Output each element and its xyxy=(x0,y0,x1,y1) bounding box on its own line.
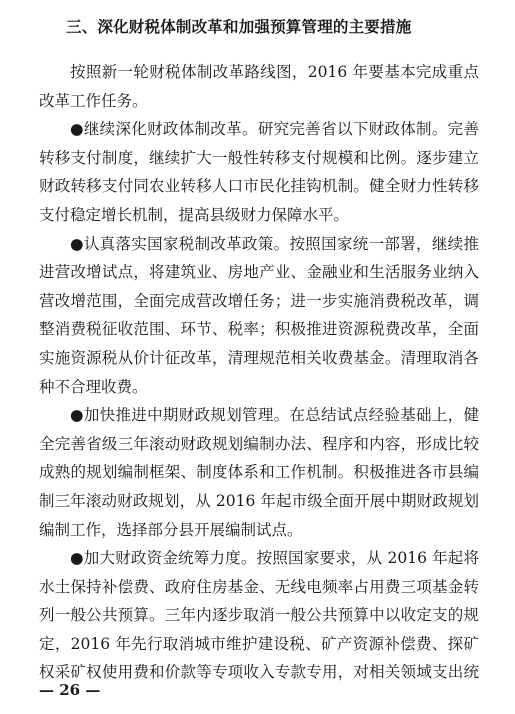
paragraph-line: ●加大财政资金统筹力度。按照国家要求，从 2016 年起将 xyxy=(70,549,479,568)
paragraph-line: 转移支付制度，继续扩大一般性转移支付规模和比例。逐步建立 xyxy=(39,148,479,167)
paragraph-line: 实施资源税从价计征改革，清理规范相关收费基金。清理取消各 xyxy=(39,348,479,367)
page-number: — 26 — xyxy=(39,681,101,699)
paragraph-line: 权采矿权使用费和价款等专项收入专款专用，对相关领域支出统 xyxy=(39,663,479,682)
paragraph-line: 成熟的规划编制框架、制度体系和工作机制。积极推进各市县编 xyxy=(39,463,479,482)
paragraph-line: ●认真落实国家税制改革政策。按照国家统一部署，继续推 xyxy=(70,234,479,253)
paragraph-line: ●加快推进中期财政规划管理。在总结试点经验基础上，健 xyxy=(70,406,479,425)
paragraph-line: ●继续深化财政体制改革。研究完善省以下财政体制。完善 xyxy=(70,120,479,139)
paragraph-line: 列一般公共预算。三年内逐步取消一般公共预算中以收定支的规 xyxy=(39,606,479,625)
paragraph-line: 水土保持补偿费、政府住房基金、无线电频率占用费三项基金转 xyxy=(39,577,479,596)
paragraph-line: 全完善省级三年滚动财政规划编制办法、程序和内容，形成比较 xyxy=(39,434,479,453)
body-text xyxy=(39,58,479,687)
paragraph-line: 按照新一轮财税体制改革路线图，2016 年要基本完成重点 xyxy=(70,63,479,81)
paragraph-line: 整消费税征收范围、环节、税率；积极推进资源税费改革，全面 xyxy=(39,320,479,339)
paragraph-line: 财政转移支付同农业转移人口市民化挂钩机制。健全财力性转移 xyxy=(39,177,479,196)
paragraph-line: 进营改增试点，将建筑业、房地产业、金融业和生活服务业纳入 xyxy=(39,263,479,282)
paragraph-line: 编制工作，选择部分县开展编制试点。 xyxy=(39,520,303,539)
paragraph-line: 制三年滚动财政规划，从 2016 年起市级全面开展中期财政规划 xyxy=(39,491,479,510)
paragraph-line: 改革工作任务。 xyxy=(39,91,148,110)
paragraph-line: 营改增范围，全面完成营改增任务；进一步实施消费税改革，调 xyxy=(39,291,479,310)
paragraph-line: 支付稳定增长机制，提高县级财力保障水平。 xyxy=(39,205,350,224)
paragraph-line: 定，2016 年先行取消城市维护建设税、矿产资源补偿费、探矿 xyxy=(39,634,479,653)
section-heading: 三、深化财税体制改革和加强预算管理的主要措施 xyxy=(66,18,412,36)
paragraph-line: 种不合理收费。 xyxy=(39,377,148,396)
